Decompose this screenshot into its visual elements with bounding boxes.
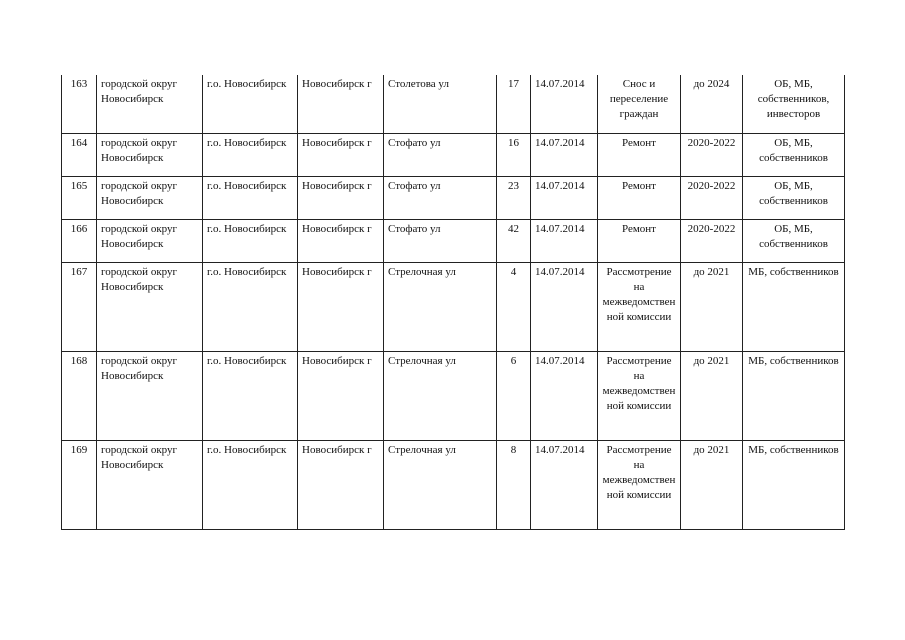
city-cell: Новосибирск г <box>298 176 384 219</box>
date-cell: 14.07.2014 <box>531 176 598 219</box>
measure-cell: Ремонт <box>598 176 681 219</box>
measure-cell: Ремонт <box>598 133 681 176</box>
district-cell: городской округ Новосибирск <box>97 219 203 262</box>
locality-cell: г.о. Новосибирск <box>203 351 298 440</box>
street-cell: Стофато ул <box>384 133 497 176</box>
locality-cell: г.о. Новосибирск <box>203 133 298 176</box>
district-cell: городской округ Новосибирск <box>97 133 203 176</box>
locality-cell: г.о. Новосибирск <box>203 440 298 529</box>
table-row <box>62 440 845 529</box>
city-cell: Новосибирск г <box>298 219 384 262</box>
house-cell: 4 <box>497 262 531 351</box>
house-cell: 23 <box>497 176 531 219</box>
date-cell: 14.07.2014 <box>531 133 598 176</box>
term-cell: до 2021 <box>681 351 743 440</box>
source-cell: ОБ, МБ, собственников <box>743 133 845 176</box>
district-cell: городской округ Новосибирск <box>97 176 203 219</box>
district-cell: городской округ Новосибирск <box>97 440 203 529</box>
housing-register-table <box>61 75 845 530</box>
street-cell: Стофато ул <box>384 219 497 262</box>
table-row <box>62 75 845 133</box>
city-cell: Новосибирск г <box>298 75 384 133</box>
term-cell: 2020-2022 <box>681 133 743 176</box>
measure-cell: Ремонт <box>598 219 681 262</box>
table-body <box>62 75 845 529</box>
street-cell: Столетова ул <box>384 75 497 133</box>
date-cell: 14.07.2014 <box>531 75 598 133</box>
table-row <box>62 133 845 176</box>
source-cell: МБ, собственников <box>743 440 845 529</box>
row-number: 168 <box>62 351 97 440</box>
city-cell: Новосибирск г <box>298 440 384 529</box>
house-cell: 6 <box>497 351 531 440</box>
date-cell: 14.07.2014 <box>531 440 598 529</box>
city-cell: Новосибирск г <box>298 133 384 176</box>
district-cell: городской округ Новосибирск <box>97 351 203 440</box>
source-cell: ОБ, МБ, собственников <box>743 176 845 219</box>
street-cell: Стрелочная ул <box>384 262 497 351</box>
source-cell: ОБ, МБ, собственников <box>743 219 845 262</box>
source-cell: МБ, собственников <box>743 262 845 351</box>
street-cell: Стофато ул <box>384 176 497 219</box>
row-number: 166 <box>62 219 97 262</box>
house-cell: 42 <box>497 219 531 262</box>
locality-cell: г.о. Новосибирск <box>203 176 298 219</box>
city-cell: Новосибирск г <box>298 262 384 351</box>
measure-cell: Снос и переселение граждан <box>598 75 681 133</box>
city-cell: Новосибирск г <box>298 351 384 440</box>
term-cell: до 2021 <box>681 262 743 351</box>
term-cell: до 2021 <box>681 440 743 529</box>
house-cell: 16 <box>497 133 531 176</box>
date-cell: 14.07.2014 <box>531 219 598 262</box>
district-cell: городской округ Новосибирск <box>97 262 203 351</box>
source-cell: МБ, собственников <box>743 351 845 440</box>
table-row <box>62 262 845 351</box>
measure-cell: Рассмотрение на межведомственной комиссии <box>598 351 681 440</box>
table-row <box>62 176 845 219</box>
street-cell: Стрелочная ул <box>384 440 497 529</box>
measure-cell: Рассмотрение на межведомственной комиссии <box>598 440 681 529</box>
table-row <box>62 351 845 440</box>
row-number: 169 <box>62 440 97 529</box>
house-cell: 8 <box>497 440 531 529</box>
table-row <box>62 219 845 262</box>
house-cell: 17 <box>497 75 531 133</box>
term-cell: 2020-2022 <box>681 219 743 262</box>
term-cell: 2020-2022 <box>681 176 743 219</box>
date-cell: 14.07.2014 <box>531 262 598 351</box>
locality-cell: г.о. Новосибирск <box>203 75 298 133</box>
street-cell: Стрелочная ул <box>384 351 497 440</box>
row-number: 164 <box>62 133 97 176</box>
district-cell: городской округ Новосибирск <box>97 75 203 133</box>
row-number: 167 <box>62 262 97 351</box>
locality-cell: г.о. Новосибирск <box>203 219 298 262</box>
locality-cell: г.о. Новосибирск <box>203 262 298 351</box>
row-number: 163 <box>62 75 97 133</box>
measure-cell: Рассмотрение на межведомственной комиссии <box>598 262 681 351</box>
term-cell: до 2024 <box>681 75 743 133</box>
date-cell: 14.07.2014 <box>531 351 598 440</box>
source-cell: ОБ, МБ, собственников, инвесторов <box>743 75 845 133</box>
row-number: 165 <box>62 176 97 219</box>
